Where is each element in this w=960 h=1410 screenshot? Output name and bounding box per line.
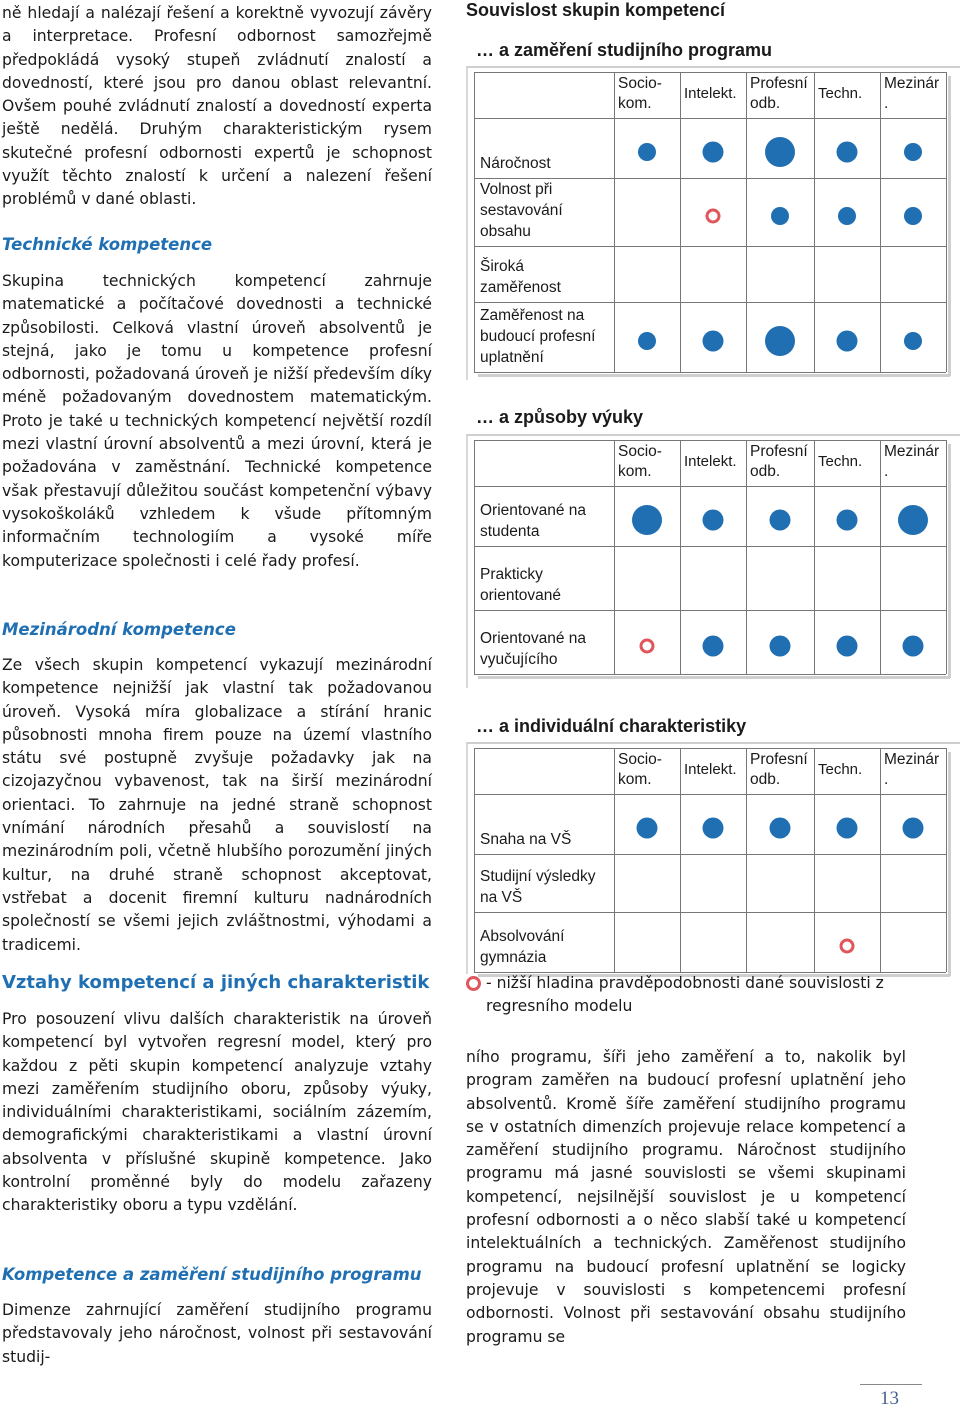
heading-kompetence-zamereni: Kompetence a zaměření studijního programu [2,1265,422,1284]
association-dot-small [904,143,922,161]
association-dot-medium [703,331,724,352]
table-shadow [478,374,950,377]
grid-line [680,440,681,674]
association-dot-medium [903,636,924,657]
grid-line [474,748,946,749]
association-dot-medium [770,818,791,839]
association-dot-large [632,505,662,535]
grid-line [680,748,681,972]
column-header: Socio- kom. [618,751,662,788]
table-shadow [948,752,951,976]
legend-text: - nižší hladina pravděpodobnosti dané souvislosti z regresního modelu [486,974,884,1015]
column-header: Mezinár . [884,751,940,788]
association-dot-small [904,207,922,225]
row-label: Prakticky orientované [480,566,562,604]
association-dot-medium [703,510,724,531]
grid-line [474,610,946,611]
grid-line [614,72,615,372]
column-header: Mezinár . [884,75,940,112]
table-shadow [478,676,950,679]
row-label: Absolvování gymnázia [480,928,565,966]
column-header: Techn. [818,453,863,470]
association-dot-small [771,207,789,225]
association-dot-medium [703,142,724,163]
grid-line [880,748,881,972]
row-label: Volnost při sestavování obsahu [480,181,563,240]
table-title-zamereni: … a zaměření studijního programu [476,40,773,60]
association-dot-medium [837,818,858,839]
grid-line [474,72,946,73]
low-significance-ring-marker [640,639,655,654]
grid-line [474,546,946,547]
row-label: Široká zaměřenost [480,258,561,296]
association-dot-large [765,326,795,356]
column-header: Profesní odb. [750,751,808,788]
table-shadow [948,444,951,678]
column-header: Mezinár . [884,443,940,480]
association-dot-medium [637,818,658,839]
grid-line [814,72,815,372]
grid-line [474,246,946,247]
grid-line [946,440,947,674]
row-label: Studijní výsledky na VŠ [480,868,596,906]
grid-line [946,72,947,372]
association-dot-medium [903,818,924,839]
column-header: Intelekt. [684,85,737,102]
grid-line [474,302,946,303]
low-significance-ring-marker [706,209,721,224]
row-label: Náročnost [480,155,551,172]
grid-line [814,748,815,972]
column-header: Profesní odb. [750,443,808,480]
column-header: Profesní odb. [750,75,808,112]
association-dot-small [638,332,656,350]
table-vyuka [466,434,960,688]
association-dot-large [765,137,795,167]
association-dot-small [638,143,656,161]
heading-technicke-kompetence: Technické kompetence [2,235,213,254]
grid-line [746,748,747,972]
grid-line [814,440,815,674]
column-header: Intelekt. [684,761,737,778]
table-individualni [466,742,960,974]
paragraph-mezinarodni: Ze všech skupin kompetencí vykazují mezinárodní kompetence nejnižší jak vlastní tak požadovanou úroveň. Vysoká míra globalizace a stírání hranic působnosti mnoha firem pouze na území vlastního státu své postupně zvyšuje požadavky jak na cizojazyčnou vybavenost, tak na širší mezinárodní orientaci. To zahrnuje na jedné straně schopnost vnímání národních přesahů a souvislostí na mezinárodním poli, včetně hlubšího porozumění jiných kultur, na druhé straně schopnost akceptovat, vstřebat a docenit firemní kulturu nadnárodních společností se všemi jejich zvláštnostmi, výhodami a tradicemi. [2,656,432,954]
grid-line [474,794,946,795]
row-label: Orientované na vyučujícího [480,630,586,668]
row-label: Orientované na studenta [480,502,586,540]
heading-mezinarodni-kompetence: Mezinárodní kompetence [2,620,236,639]
grid-line [746,440,747,674]
association-dot-medium [837,510,858,531]
page-number-rule [860,1384,922,1385]
association-dot-medium [837,142,858,163]
paragraph-intro: ně hledají a nalézají řešení a korektně vyvozují závěry a interpretace. Profesní odbornost samozřejmě předpokládá vysoký stupeň zvládnutí znalostí a dovedností, které jsou pro danou oblast relevantní. Ovšem pouhé zvládnutí znalostí a dovedností experta ještě nedělá. Druhým charakteristickým rysem skutečné profesní odbornosti expertů je schopnost využít těchto znalostí k určení a nalezení řešení problémů v dané oblasti. [2,4,432,209]
row-label: Snaha na VŠ [480,831,572,848]
grid-line [474,440,946,441]
legend-ring-icon [466,976,481,991]
association-dot-medium [770,636,791,657]
grid-line [880,72,881,372]
paragraph-technicke: Skupina technických kompetencí zahrnuje matematické a počítačové dovednosti a technické způsobilosti. Celková vlastní úroveň absolventů je stejná, jako je tomu u kompetence profesní odbornosti, požadovaná úroveň je nižší především díky méně požadovaným dovednostem matematickým. Proto je také u technických kompetencí největší rozdíl mezi vlastní úrovní absolventů a mezi úrovní, která je požadována v zaměstnání. Technické kompetence však přestavují důležitou součást kompetenční výbavy vysokoškoláků vzhledem k všude přítomným informačním technologiím a vysoké míře komputerizace společnosti i celé řady profesí. [2,272,432,570]
paragraph-right: ního programu, šíři jeho zaměření a to, nakolik byl program zaměřen na budoucí profesní uplatnění jeho absolventů. Kromě šíře zaměření studijního programu se v ostatních dimenzích projevuje relace kompetencí a zaměření studijního programu. Náročnost studijního programu má jasné souvislosti se všemi skupinami kompetencí, nejsilnější souvislost je u kompetencí profesní odbornosti a o něco slabší také u kompetencí intelektuálních a technických. Zaměřenost studijního programu na budoucí profesní uplatnění se logicky projevuje v souvislosti s kompetencemi profesní odbornosti. Volnost při sestavování obsahu studijního programu se [466,1048,906,1346]
grid-line [474,854,946,855]
column-header: Techn. [818,761,863,778]
grid-line [880,440,881,674]
table-shadow [948,76,951,376]
grid-line [474,118,946,119]
grid-line [474,748,475,972]
grid-line [746,72,747,372]
grid-line [946,748,947,972]
column-header: Techn. [818,85,863,102]
row-label: Zaměřenost na budoucí profesní uplatnění [480,307,596,366]
grid-line [474,372,946,373]
page-number: 13 [880,1388,899,1409]
grid-line [474,440,475,674]
association-dot-small [904,332,922,350]
paragraph-vztahy: Pro posouzení vlivu dalších charakteristik na úroveň kompetencí byl vytvořen regresní model, který pro každou z pěti skupin kompetencí analyzuje vztahy mezi zaměřením studijního oboru, způsoby výuky, individuálními charakteristikami, sociálním zázemím, demografickými charakteristikami a vlastní úrovní absolventa v příslušné skupině kompetence. Jako kontrolní proměnné byly do modelu zařazeny charakteristiky oboru a typu vzdělání. [2,1010,432,1215]
grid-line [680,72,681,372]
association-dot-medium [837,636,858,657]
association-dot-medium [837,331,858,352]
table-zamereni [466,66,960,380]
grid-line [474,912,946,913]
grid-line [474,486,946,487]
column-header: Socio- kom. [618,75,662,112]
association-dot-medium [703,636,724,657]
grid-line [614,748,615,972]
column-header: Socio- kom. [618,443,662,480]
column-header: Intelekt. [684,453,737,470]
table-title-individualni: … a individuální charakteristiky [476,716,747,736]
figure-title: Souvislost skupin kompetencí [466,0,726,20]
association-dot-small [838,207,856,225]
grid-line [474,72,475,372]
table-title-vyuka: … a způsoby výuky [476,407,644,427]
grid-line [614,440,615,674]
association-dot-medium [770,510,791,531]
grid-line [474,674,946,675]
association-dot-medium [703,818,724,839]
low-significance-ring-marker [840,939,855,954]
association-dot-large [898,505,928,535]
heading-vztahy: Vztahy kompetencí a jiných charakteristik [2,972,430,993]
paragraph-kompetence-zamereni: Dimenze zahrnující zaměření studijního programu představovaly jeho náročnost, volnost při sestavování studij- [2,1301,432,1366]
